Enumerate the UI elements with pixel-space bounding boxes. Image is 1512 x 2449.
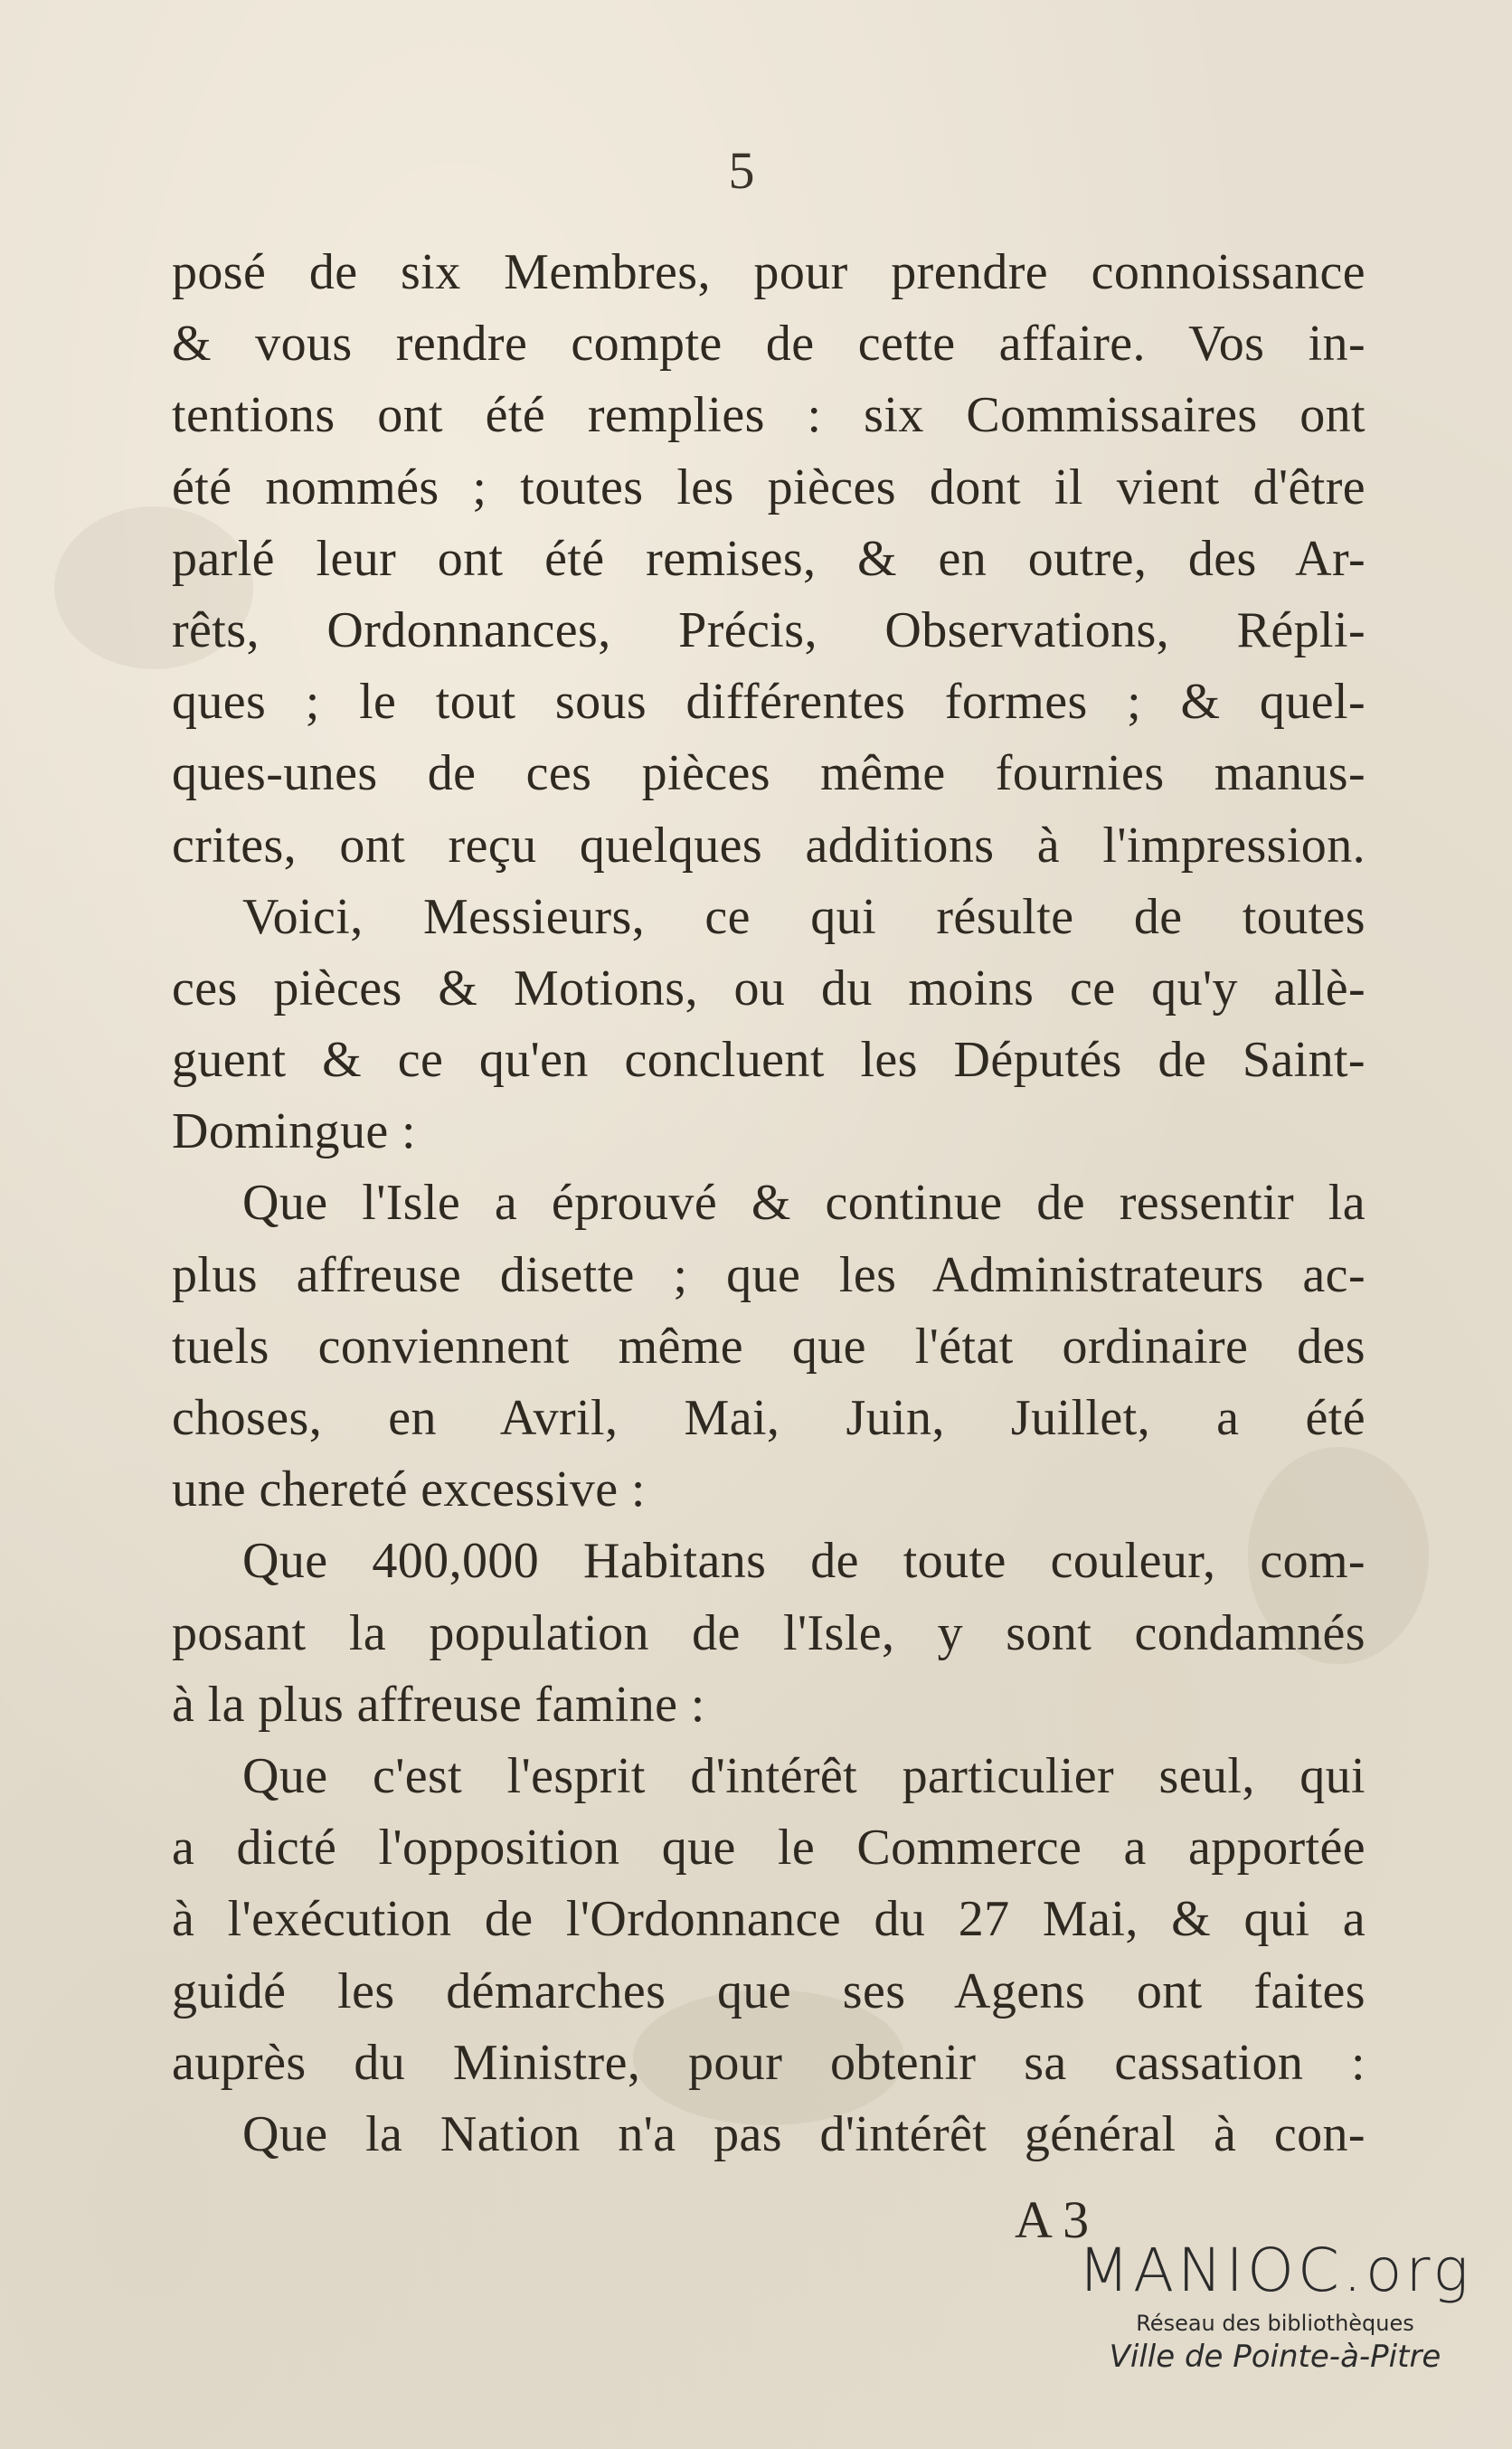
text-line: été nommés ; toutes les pièces dont il vient d'être	[172, 459, 1366, 515]
paragraph-start-line: Voici, Messieurs, ce qui résulte de toutes	[242, 888, 1366, 945]
text-line: Domingue :	[172, 1103, 416, 1160]
text-line: plus affreuse disette ; que les Administrateurs ac-	[172, 1246, 1366, 1303]
paragraph-start-line: Que l'Isle a éprouvé & continue de ressentir la	[242, 1175, 1366, 1232]
text-line: auprès du Ministre, pour obtenir sa cassation :	[172, 2034, 1366, 2091]
text-line: à la plus affreuse famine :	[172, 1676, 705, 1733]
text-line: ques-unes de ces pièces même fournies manus-	[172, 745, 1366, 802]
text-line: crites, ont reçu quelques additions à l'impression.	[172, 817, 1366, 874]
paragraph-start-line: Que c'est l'esprit d'intérêt particulier seul, qui	[242, 1747, 1366, 1804]
text-line: une chereté excessive :	[172, 1461, 646, 1518]
text-line: ces pièces & Motions, ou du moins ce qu'y allè-	[172, 960, 1366, 1016]
logo-network-text: Réseau des bibliothèques	[1136, 2311, 1414, 2336]
text-line: ques ; le tout sous différentes formes ; & quel-	[172, 674, 1366, 731]
text-line: posé de six Membres, pour prendre connoissance	[172, 244, 1366, 300]
manioc-watermark-logo	[1072, 2236, 1479, 2376]
text-line: guidé les démarches que ses Agens ont faites	[172, 1962, 1366, 2019]
text-line: parlé leur ont été remises, & en outre, des Ar-	[172, 530, 1366, 587]
text-line: & vous rendre compte de cette affaire. Vos in-	[172, 316, 1366, 373]
logo-name: MANIOC.org	[1078, 2236, 1472, 2305]
text-line: à l'exécution de l'Ordonnance du 27 Mai, & qui a	[172, 1891, 1366, 1948]
paragraph-start-line: Que la Nation n'a pas d'intérêt général à con-	[242, 2105, 1366, 2162]
paragraph-start-line: Que 400,000 Habitans de toute couleur, com-	[242, 1533, 1366, 1590]
text-line: tuels conviennent même que l'état ordinaire des	[172, 1318, 1366, 1375]
text-line: a dicté l'opposition que le Commerce a apportée	[172, 1820, 1366, 1877]
text-line: posant la population de l'Isle, y sont condamnés	[172, 1604, 1366, 1661]
text-line: guent & ce qu'en concluent les Députés de Saint-	[172, 1032, 1366, 1089]
body-text	[172, 237, 1366, 2170]
logo-city-text: Ville de Pointe-à-Pitre	[1109, 2339, 1441, 2376]
text-line: choses, en Avril, Mai, Juin, Juillet, a été	[172, 1390, 1366, 1446]
text-line: rêts, Ordonnances, Précis, Observations, Répli-	[172, 601, 1366, 658]
signature-mark: A 3	[1015, 2190, 1090, 2249]
page-number: 5	[728, 141, 755, 200]
text-line: tentions ont été remplies : six Commissaires ont	[172, 387, 1366, 444]
